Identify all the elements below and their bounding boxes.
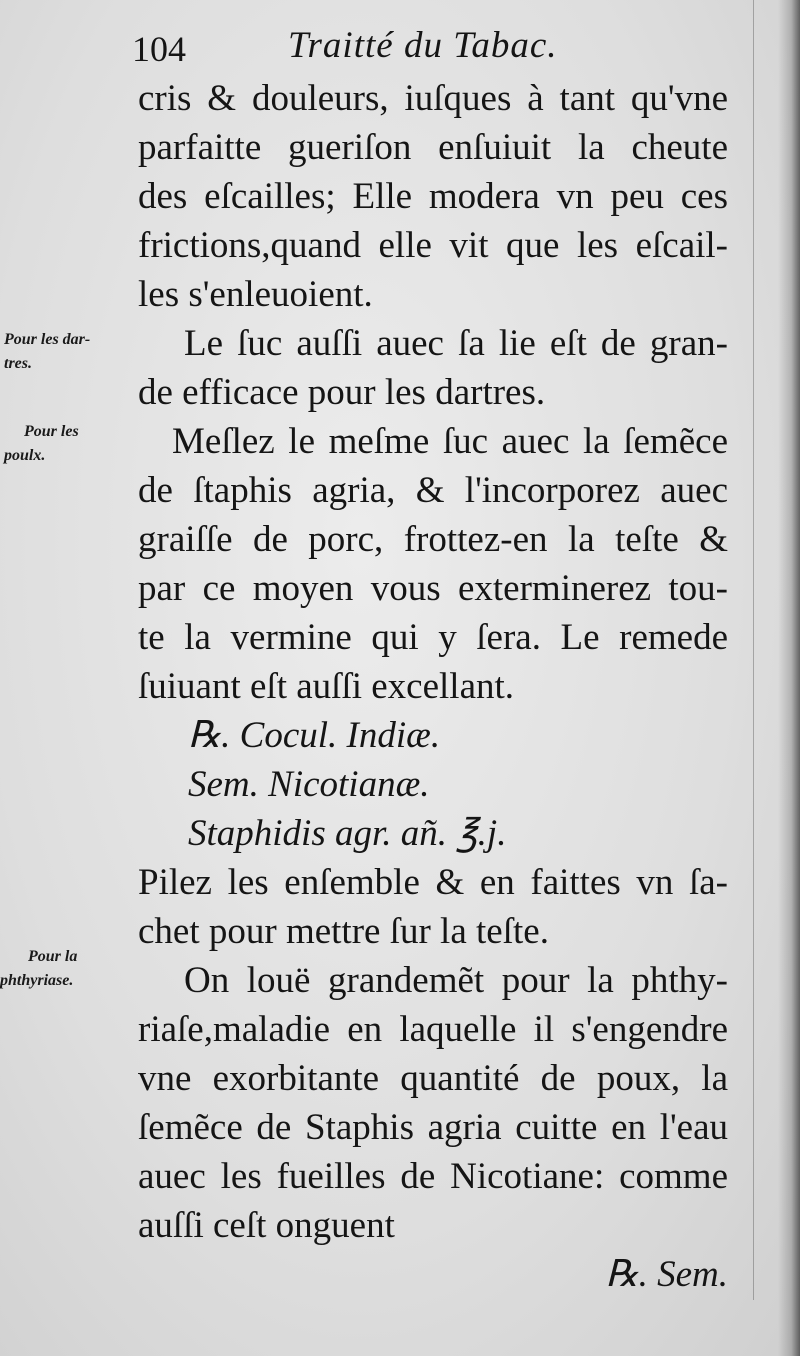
text-line: auec les fueilles de Nicotiane: comme <box>138 1156 728 1197</box>
text-line: de ſtaphis agria, & l'incorporez auec <box>138 470 728 511</box>
page-edge-shadow <box>778 0 800 1356</box>
margin-note-phthyriase <box>0 945 124 993</box>
catchword: ℞. Sem. <box>605 1254 728 1295</box>
running-head <box>132 24 752 74</box>
text-line: parfaitte gueriſon enſuiuit la cheute <box>138 127 728 168</box>
recipe-line: Staphidis agr. añ. ℥.j. <box>188 813 507 854</box>
text-line: chet pour mettre ſur la teſte. <box>138 911 549 952</box>
margin-note-line: phthyriase. <box>0 972 74 989</box>
running-title: Traitté du Tabac. <box>288 25 558 66</box>
text-line: les s'enleuoient. <box>138 274 373 315</box>
text-line: par ce moyen vous exterminerez tou- <box>138 568 728 609</box>
recipe-line: Sem. Nicotianæ. <box>188 764 430 805</box>
recipe-line: ℞. Cocul. Indiæ. <box>188 715 441 756</box>
margin-note-line: Pour les <box>24 423 79 440</box>
margin-note-line: tres. <box>4 355 32 372</box>
text-line: Le ſuc auſſi auec ſa lie eſt de gran- <box>184 323 728 364</box>
text-line: de efficace pour les dartres. <box>138 372 546 413</box>
text-line: vne exorbitante quantité de poux, la <box>138 1058 728 1099</box>
margin-note-poulx <box>4 420 122 468</box>
text-line: auſſi ceſt onguent <box>138 1205 395 1246</box>
page-number: 104 <box>132 29 186 69</box>
text-line: ſuiuant eſt auſſi excellant. <box>138 666 515 707</box>
text-line: ſemẽce de Staphis agria cuitte en l'eau <box>138 1107 728 1148</box>
text-line: Meſlez le meſme ſuc auec la ſemẽce <box>172 421 728 462</box>
text-line: frictions,quand elle vit que les eſcail- <box>138 225 728 266</box>
text-line: des eſcailles; Elle modera vn peu ces <box>138 176 728 217</box>
margin-note-line: Pour la <box>28 948 78 965</box>
margin-note-line: Pour les dar- <box>4 331 91 348</box>
text-line: On louë grandemẽt pour la phthy- <box>184 960 728 1001</box>
text-line: Pilez les enſemble & en faittes vn ſa- <box>138 862 728 903</box>
text-line: cris & douleurs, iuſques à tant qu'vne <box>138 78 728 119</box>
margin-note-dartres <box>4 328 122 376</box>
body-text <box>138 74 728 1299</box>
text-line: te la vermine qui y ſera. Le remede <box>138 617 728 658</box>
text-line: riaſe,maladie en laquelle il s'engendre <box>138 1009 728 1050</box>
text-line: graiſſe de porc, frottez-en la teſte & <box>138 519 728 560</box>
margin-note-line: poulx. <box>4 447 46 464</box>
page-fold-line <box>753 0 754 1300</box>
